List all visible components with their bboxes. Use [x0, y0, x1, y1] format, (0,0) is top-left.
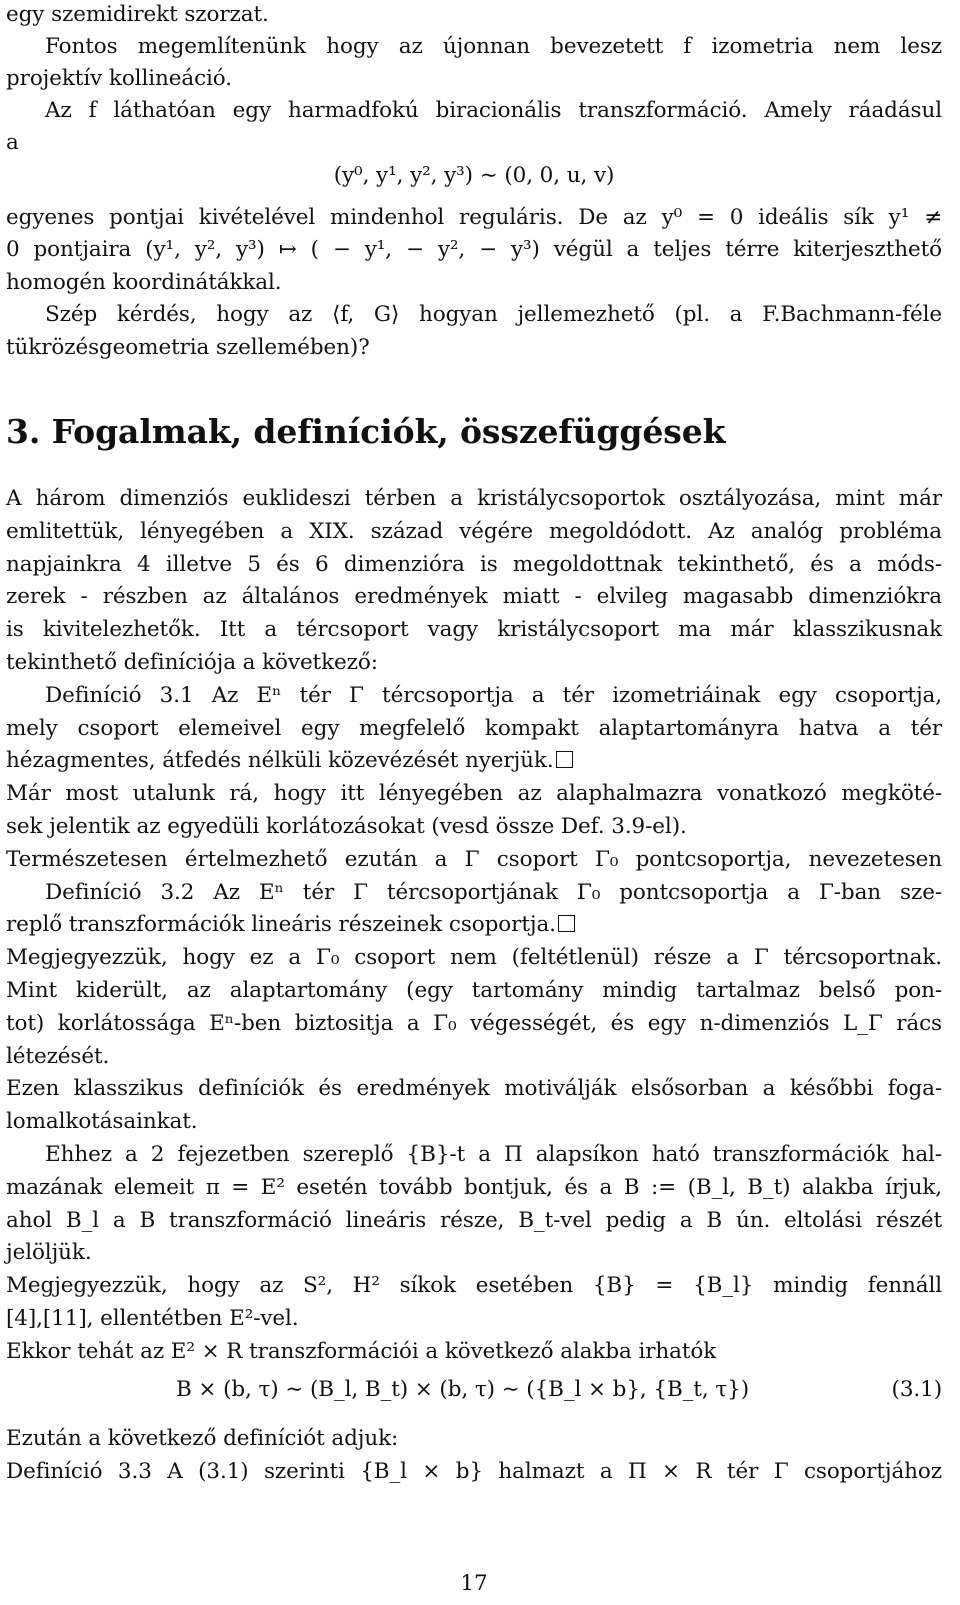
line-text: Szép kérdés, hogy az ⟨f, G⟩ hogyan jellemezhető (pl. a F.Bachmann-féle: [45, 302, 942, 327]
page-number: 17: [460, 1571, 488, 1596]
qed-box-icon: [556, 751, 573, 768]
line-text: Definíció 3.3 A (3.1) szerinti {B_l × b} halmazt a Π × R tér Γ csoportjához: [6, 1459, 942, 1484]
equation-number: (3.1): [891, 1377, 942, 1402]
text-line: [6, 815, 942, 839]
line-text: Természetesen értelmezhető ezután a Γ csoport Γ₀ pontcsoportja, nevezetesen: [6, 846, 942, 872]
text-line: [6, 206, 942, 230]
line-text: a: [6, 130, 19, 155]
text-line: [6, 848, 942, 872]
line-text: tekinthető definíciója a következő:: [6, 650, 378, 675]
text-line: [6, 651, 942, 675]
line-text: mazának elemeit π = E² esetén tovább bontjuk, és a B := (B_l, B_t) alakba írjuk,: [6, 1174, 942, 1200]
line-text: 0 pontjaira (y¹, y², y³) ↦ ( − y¹, − y², − y³) végül a teljes térre kiterjeszthető: [6, 237, 942, 262]
text-line: [6, 1176, 942, 1200]
text-line: [6, 336, 942, 360]
text-line: [6, 303, 942, 327]
text-line: [6, 1340, 942, 1364]
text-line: [6, 1209, 942, 1233]
line-text: emlitettük, lényegében a XIX. század végére megoldódott. Az analóg probléma: [6, 518, 942, 544]
text-line: [6, 684, 942, 708]
text-line: [6, 520, 942, 544]
text-line: [6, 1307, 942, 1331]
qed-box-icon: [558, 915, 575, 932]
line-text: is kivitelezhetők. Itt a tércsoport vagy kristálycsoport ma már klasszikusnak: [6, 617, 942, 643]
text-line: [6, 238, 942, 262]
line-text: Definíció 3.2 Az Eⁿ tér Γ tércsoportjának Γ₀ pontcsoportja a Γ-ban sze-: [45, 879, 942, 905]
text-line: [6, 131, 942, 155]
text-line: [6, 35, 942, 59]
text-line: [6, 913, 942, 937]
line-text: [4],[11], ellentétben E²-vel.: [6, 1306, 299, 1331]
text-line: [6, 1110, 942, 1134]
line-text: zerek - részben az általános eredmények miatt - elvileg magasabb dimenziókra: [6, 584, 942, 610]
line-text: Megjegyezzük, hogy ez a Γ₀ csoport nem (feltétlenül) része a Γ tércsoportnak.: [6, 945, 942, 971]
line-text: lomalkotásainkat.: [6, 1109, 198, 1135]
line-text: Ezután a következő definíciót adjuk:: [6, 1426, 399, 1451]
text-line: [6, 979, 942, 1003]
text-line: [6, 1045, 942, 1069]
line-text: létezését.: [6, 1043, 110, 1069]
text-line: [6, 553, 942, 577]
line-text: Az f láthatóan egy harmadfokú biracionális transzformáció. Amely ráadásul: [45, 98, 942, 123]
text-line: [6, 67, 942, 91]
line-text: Már most utalunk rá, hogy itt lényegében az alaphalmazra vonatkozó megköté-: [6, 781, 942, 807]
text-line: [6, 164, 942, 188]
equation-text: B × (b, τ) ∼ (B_l, B_t) × (b, τ) ∼ ({B_l × b}, {B_t, τ}): [176, 1377, 749, 1402]
text-line: [6, 717, 942, 741]
line-text: homogén koordinátákkal.: [6, 270, 282, 295]
text-line: [6, 585, 942, 609]
line-text: (y⁰, y¹, y², y³) ∼ (0, 0, u, v): [333, 163, 615, 188]
line-text: Ehhez a 2 fejezetben szereplő {B}-t a Π alapsíkon ható transzformációk hal-: [45, 1142, 942, 1167]
text-line: [6, 618, 942, 642]
text-line: [6, 749, 942, 773]
line-text: jelöljük.: [6, 1240, 92, 1266]
text-line: [6, 1274, 942, 1298]
line-text: projektív kollineáció.: [6, 66, 233, 91]
text-line: [6, 1012, 942, 1036]
text-line: [6, 271, 942, 295]
line-text: Fontos megemlítenünk hogy az újonnan bevezetett f izometria nem lesz: [45, 34, 942, 59]
text-line: [6, 1427, 942, 1451]
line-text: tükrözésgeometria szellemében)?: [6, 335, 370, 360]
line-text: egy szemidirekt szorzat.: [6, 2, 269, 27]
text-line: [6, 3, 942, 27]
line-text: Megjegyezzük, hogy az S², H² síkok esetében {B} = {B_l} mindig fennáll: [6, 1273, 942, 1299]
text-line: [6, 1143, 942, 1167]
line-text: egyenes pontjai kivételével mindenhol reguláris. De az y⁰ = 0 ideális sík y¹ ≠: [6, 205, 942, 230]
text-line: [6, 782, 942, 806]
section-heading: 3. Fogalmak, definíciók, összefüggések: [6, 412, 726, 451]
text-line: [6, 1077, 942, 1101]
line-text: mely csoport elemeivel egy megfelelő kompakt alaptartományra hatva a tér: [6, 715, 942, 741]
line-text: Ezen klasszikus definíciók és eredmények motiválják elsősorban a későbbi foga-: [6, 1076, 942, 1102]
line-text: A három dimenziós euklideszi térben a kristálycsoportok osztályozása, mint már: [6, 486, 942, 511]
line-text: Ekkor tehát az E² × R transzformációi a következő alakba irhatók: [6, 1338, 717, 1364]
line-text: Definíció 3.1 Az Eⁿ tér Γ tércsoportja a tér izometriáinak egy csoportja,: [45, 682, 942, 708]
line-text: replő transzformációk lineáris részeinek csoportja.: [6, 912, 556, 938]
line-text: sek jelentik az egyedüli korlátozásokat (vesd össze Def. 3.9-el).: [6, 814, 687, 839]
text-line: [6, 881, 942, 905]
line-text: tot) korlátossága Eⁿ-ben biztositja a Γ₀ végességét, és egy n-dimenziós L_Γ rács: [6, 1010, 942, 1036]
text-line: [6, 99, 942, 123]
line-text: Mint kiderült, az alaptartomány (egy tartomány mindig tartalmaz belső pon-: [6, 978, 942, 1003]
line-text: ahol B_l a B transzformáció lineáris része, B_t-vel pedig a B ún. eltolási részét: [6, 1207, 942, 1233]
text-line: [6, 1241, 942, 1265]
line-text: hézagmentes, átfedés nélküli közevézését nyerjük.: [6, 748, 554, 774]
text-line: [6, 487, 942, 511]
text-line: [6, 1460, 942, 1484]
equation-3-1: [176, 1378, 942, 1402]
text-line: [6, 946, 942, 970]
line-text: napjainkra 4 illetve 5 és 6 dimenzióra is megoldottnak tekinthető, és a móds-: [6, 551, 942, 577]
